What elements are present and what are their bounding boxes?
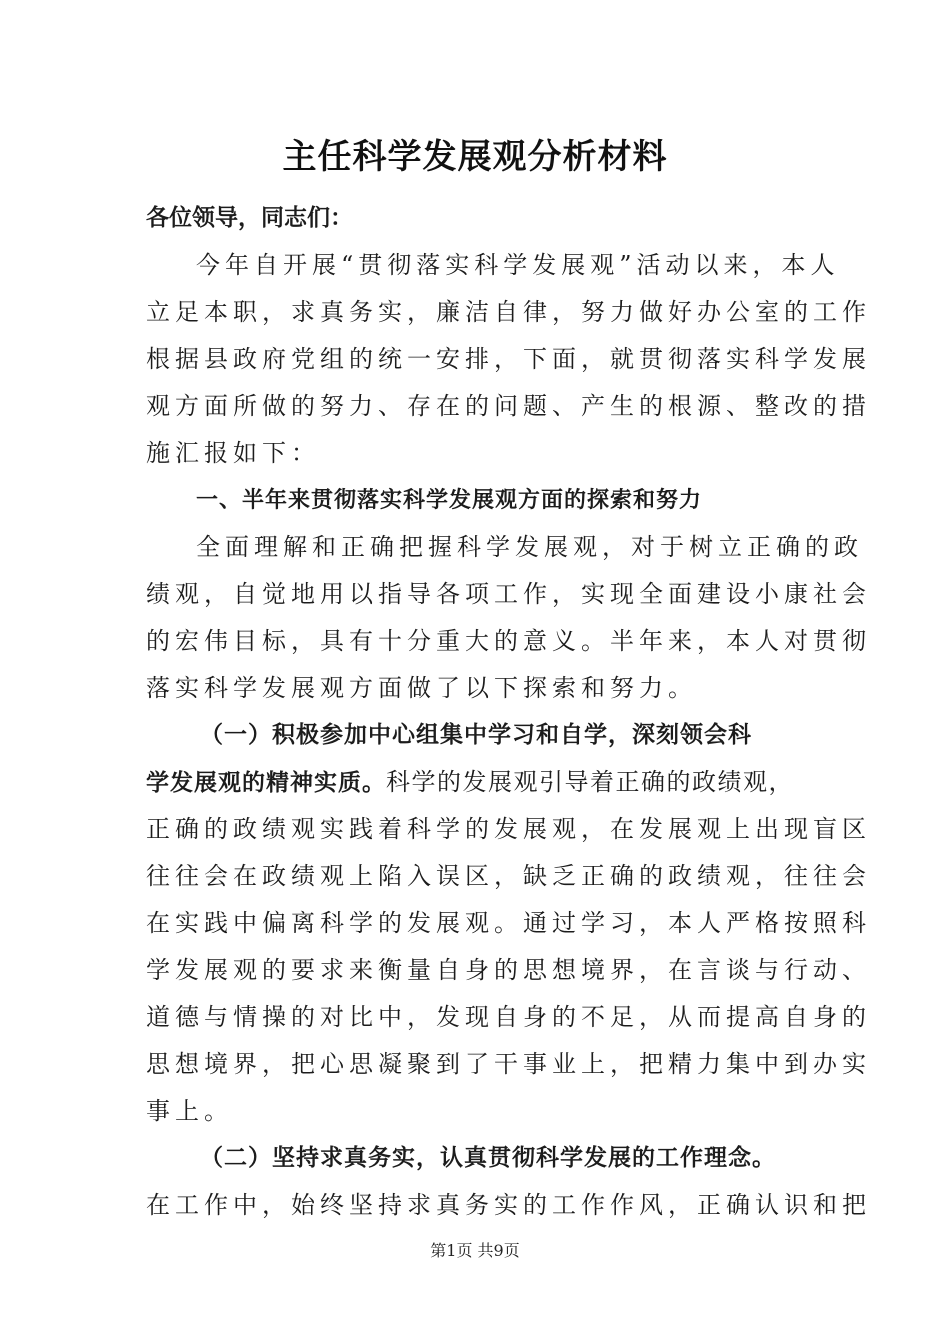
sub1-line-7: 事上。 <box>146 1097 233 1125</box>
document-body <box>146 195 871 1229</box>
intro-line-4: 观方面所做的努力、存在的问题、产生的根源、整改的措 <box>146 392 871 420</box>
intro-line-5: 施汇报如下： <box>146 439 320 467</box>
intro-line-1: 今年自开展“贯彻落实科学发展观”活动以来，本人 <box>196 251 840 279</box>
intro-line-3: 根据县政府党组的统一安排，下面，就贯彻落实科学发展 <box>146 345 871 373</box>
sub2-heading: （二）坚持求真务实，认真贯彻科学发展的工作理念。 <box>200 1145 776 1171</box>
section1-line-2: 绩观，自觉地用以指导各项工作，实现全面建设小康社会 <box>146 580 871 608</box>
sub1-heading-continuation <box>146 759 806 806</box>
sub1-heading-tail: 学发展观的精神实质。 <box>146 770 386 796</box>
page-number: 第1页 共9页 <box>430 1241 520 1260</box>
intro-line-2: 立足本职，求真务实，廉洁自律，努力做好办公室的工作 <box>146 298 871 326</box>
sub2-line-1: 在工作中，始终坚持求真务实的工作作风，正确认识和把 <box>146 1191 871 1219</box>
section1-heading: 一、半年来贯彻落实科学发展观方面的探索和努力 <box>196 488 703 513</box>
sub1-heading: （一）积极参加中心组集中学习和自学，深刻领会科 <box>200 722 752 748</box>
sub1-text-start: 科学的发展观引导着正确的政绩观， <box>386 768 794 796</box>
sub1-line-6: 思想境界，把心思凝聚到了干事业上，把精力集中到办实 <box>146 1050 871 1078</box>
section1-line-4: 落实科学发展观方面做了以下探索和努力。 <box>146 674 697 702</box>
sub1-line-1: 正确的政绩观实践着科学的发展观，在发展观上出现盲区 <box>146 815 871 843</box>
sub1-line-5: 道德与情操的对比中，发现自身的不足，从而提高自身的 <box>146 1003 871 1031</box>
document-title: 主任科学发展观分析材料 <box>282 137 668 177</box>
sub1-line-4: 学发展观的要求来衡量自身的思想境界，在言谈与行动、 <box>146 956 871 984</box>
sub1-line-3: 在实践中偏离科学的发展观。通过学习，本人严格按照科 <box>146 909 871 937</box>
section1-line-1: 全面理解和正确把握科学发展观，对于树立正确的政 <box>196 533 863 561</box>
sub1-line-2: 往往会在政绩观上陷入误区，缺乏正确的政绩观，往往会 <box>146 862 871 890</box>
salutation: 各位领导，同志们： <box>146 205 353 231</box>
section1-line-3: 的宏伟目标，具有十分重大的意义。半年来，本人对贯彻 <box>146 627 871 655</box>
